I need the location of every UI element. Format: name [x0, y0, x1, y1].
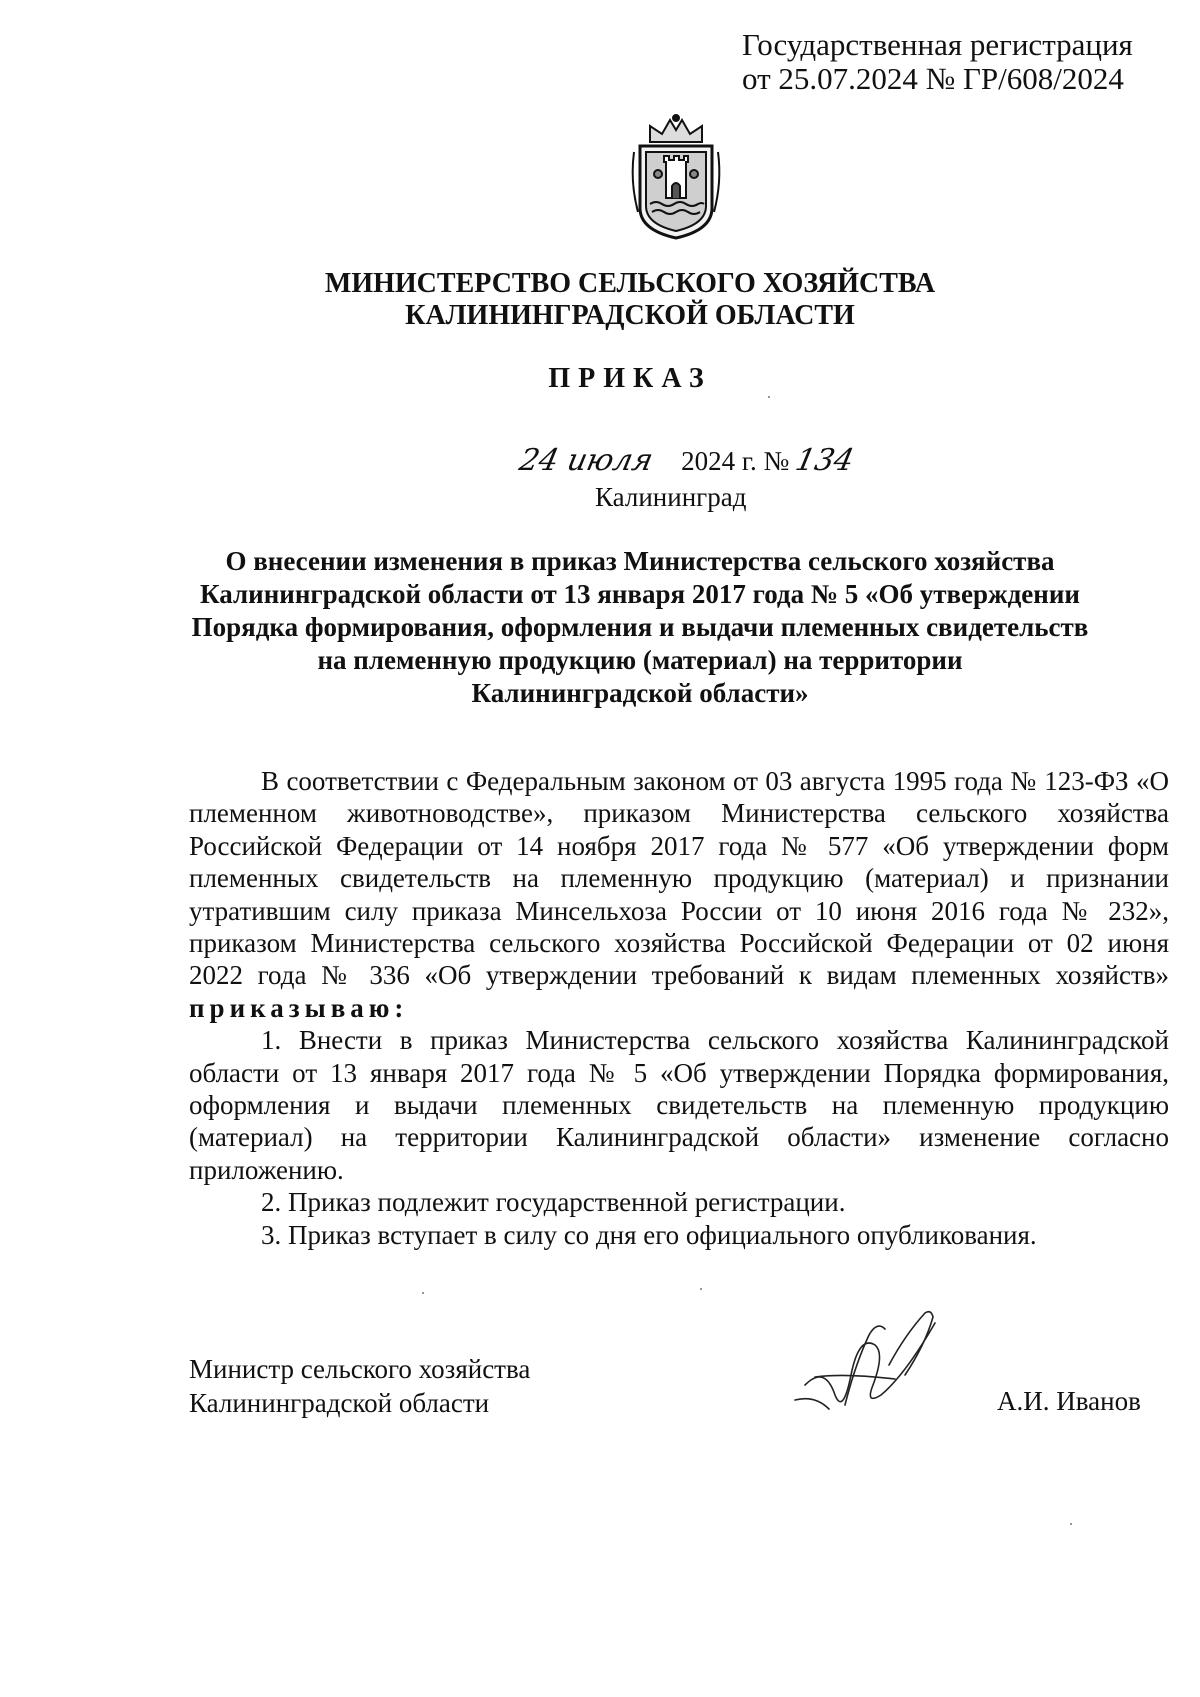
subject-line: Калининградской области»: [471, 678, 809, 708]
ministry-name-line-2: КАЛИНИНГРАДСКОЙ ОБЛАСТИ: [405, 300, 855, 331]
subject-line: О внесении изменения в приказ Министерства сельского хозяйства: [225, 546, 1055, 576]
signatory-position: [189, 1352, 530, 1420]
subject-line: Порядка формирования, оформления и выдачи племенных свидетельств: [191, 612, 1089, 642]
scan-dot: [700, 1288, 702, 1290]
preamble-paragraph: [189, 765, 1169, 1024]
coat-of-arms-icon: [628, 112, 724, 242]
scan-dot: [768, 396, 770, 398]
preamble-text: В соответствии с Федеральным законом от 03 августа 1995 года № 123-ФЗ «О племенном животноводстве», приказом Министерства сельского хозяйства Российской Федерации от 14 ноября 2017 года № 577 «Об утверждении форм племенных свидетельств на племенную продукцию (материал) и признании утратившим силу приказа Минсельхоза России от 10 июня 2016 года № 232», приказом Министерства сельского хозяйства Российской Федерации от 02 июня 2022 года № 336 «Об утверждении требований к видам племенных хозяйств»: [189, 766, 1169, 991]
registration-line-2: от 25.07.2024 № ГР/608/2024: [742, 61, 1124, 96]
decree-word: приказываю:: [189, 992, 409, 1023]
handwritten-date: 24 июля: [516, 443, 657, 478]
ministry-name-line-1: МИНИСТЕРСТВО СЕЛЬСКОГО ХОЗЯЙСТВА: [324, 268, 936, 299]
order-item: 3. Приказ вступает в силу со дня его официального опубликования.: [261, 1219, 1037, 1250]
subject-line: Калининградской области от 13 января 2017 года № 5 «Об утверждении: [200, 579, 1080, 609]
scan-dot: [422, 1292, 424, 1294]
order-item: 2. Приказ подлежит государственной регистрации.: [261, 1187, 846, 1218]
signatory-position-line-1: Министр сельского хозяйства: [189, 1354, 531, 1384]
signatory-name: А.И. Иванов: [997, 1386, 1141, 1416]
order-city: Калининград: [595, 482, 747, 512]
order-item: 1. Внести в приказ Министерства сельского хозяйства Калининградской области от 13 января 2017 года № 5 «Об утверждении Порядка формирования, оформления и выдачи племенных свидетельств на племенную продукцию (материал) на территории Калининградской области» изменение согласно приложению.: [189, 1025, 1169, 1185]
signatory-position-line-2: Калининградской области: [189, 1388, 490, 1418]
ministry-header: [190, 268, 1070, 332]
order-date-line: [516, 443, 857, 478]
handwritten-signature-icon: [785, 1305, 965, 1435]
order-title: ПРИКАЗ: [548, 363, 712, 394]
registration-line-1: Государственная регистрация: [742, 27, 1133, 62]
order-body: [189, 765, 1169, 1251]
registration-stamp: [742, 28, 1182, 96]
order-year-number-label: 2024 г. №: [681, 446, 790, 476]
scan-dot: [1070, 1523, 1072, 1525]
order-subject: [140, 545, 1140, 710]
handwritten-order-number: 134: [792, 443, 857, 478]
subject-line: на племенную продукцию (материал) на территории: [317, 645, 963, 675]
